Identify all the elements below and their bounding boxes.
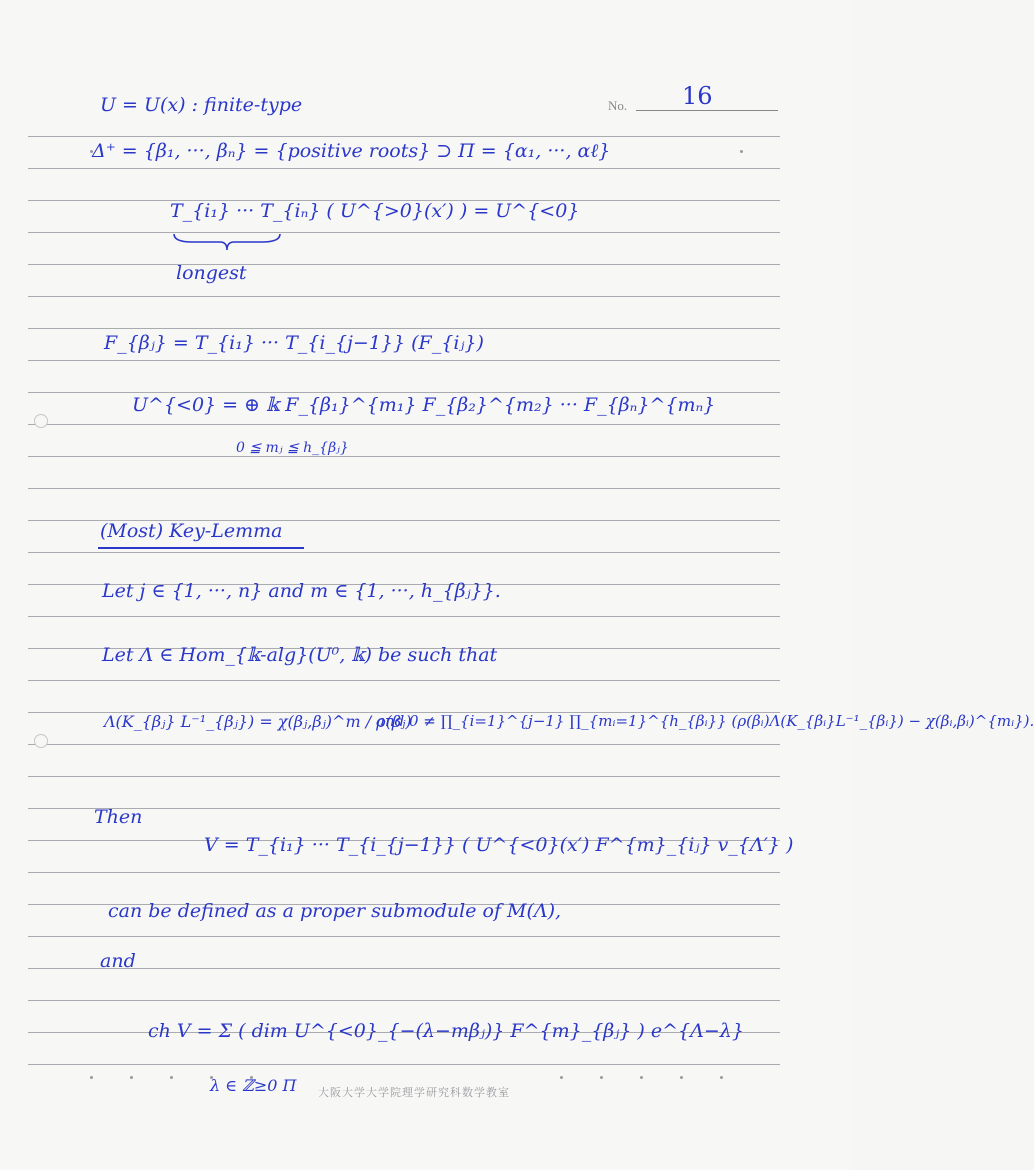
line-longest-element: T_{i₁} ··· T_{iₙ} ( U^{>0}(x′) ) = U^{<0} (170, 200, 580, 222)
page-no-label: No. (608, 98, 628, 113)
line-lambda-condition: Λ(K_{βⱼ} L⁻¹_{βⱼ}) = χ(βⱼ,βⱼ)^m / ρ(βⱼ) (104, 712, 412, 731)
line-then: Then (94, 806, 143, 828)
line-sum-index: λ ∈ ℤ≥0 Π (210, 1076, 297, 1095)
page-number: 16 (682, 82, 713, 110)
longest-label: longest (176, 262, 247, 284)
underbrace (172, 232, 282, 252)
page-no-line (636, 110, 778, 111)
line-let-j: Let j ∈ {1, ···, n} and m ∈ {1, ···, h_{βⱼ}}. (102, 580, 501, 602)
line-v-definition: V = T_{i₁} ··· T_{i_{j−1}} ( U^{<0}(x′) F^{m}_{iⱼ} v_{Λ′} ) (204, 834, 794, 856)
line-proper-submodule: can be defined as a proper submodule of M(Λ), (108, 900, 562, 922)
line-and: and (100, 950, 136, 972)
title-underline (98, 547, 304, 549)
line-f-beta-def: F_{βⱼ} = T_{i₁} ··· T_{i_{j−1}} (F_{iⱼ}) (104, 332, 484, 354)
line-product-condition: and 0 ≠ ∏_{i=1}^{j−1} ∏_{mᵢ=1}^{h_{βᵢ}} (ρ(βᵢ)Λ(K_{βᵢ}L⁻¹_{βᵢ}) − χ(βᵢ,βᵢ)^{mᵢ}). (376, 712, 1034, 730)
line-definition-u: U = U(x) : finite-type (100, 94, 303, 116)
line-character-formula: ch V = Σ ( dim U^{<0}_{−(λ−mβⱼ)} F^{m}_{βⱼ} ) e^{Λ−λ} (148, 1020, 744, 1042)
line-let-lambda: Let Λ ∈ Hom_{𝕜-alg}(U⁰, 𝕜) be such that (102, 644, 498, 666)
line-positive-roots: Δ⁺ = {β₁, ···, βₙ} = {positive roots} ⊃ Π = {α₁, ···, αℓ} (92, 140, 611, 162)
line-exponent-range: 0 ≦ mⱼ ≦ h_{βⱼ} (236, 440, 349, 456)
institution-stamp: 大阪大学大学院理学研究科数学教室 (318, 1086, 510, 1099)
section-title-key-lemma: (Most) Key-Lemma (100, 520, 283, 542)
line-pbw-basis: U^{<0} = ⊕ 𝕜 F_{β₁}^{m₁} F_{β₂}^{m₂} ··· F_{βₙ}^{mₙ} (132, 394, 716, 416)
